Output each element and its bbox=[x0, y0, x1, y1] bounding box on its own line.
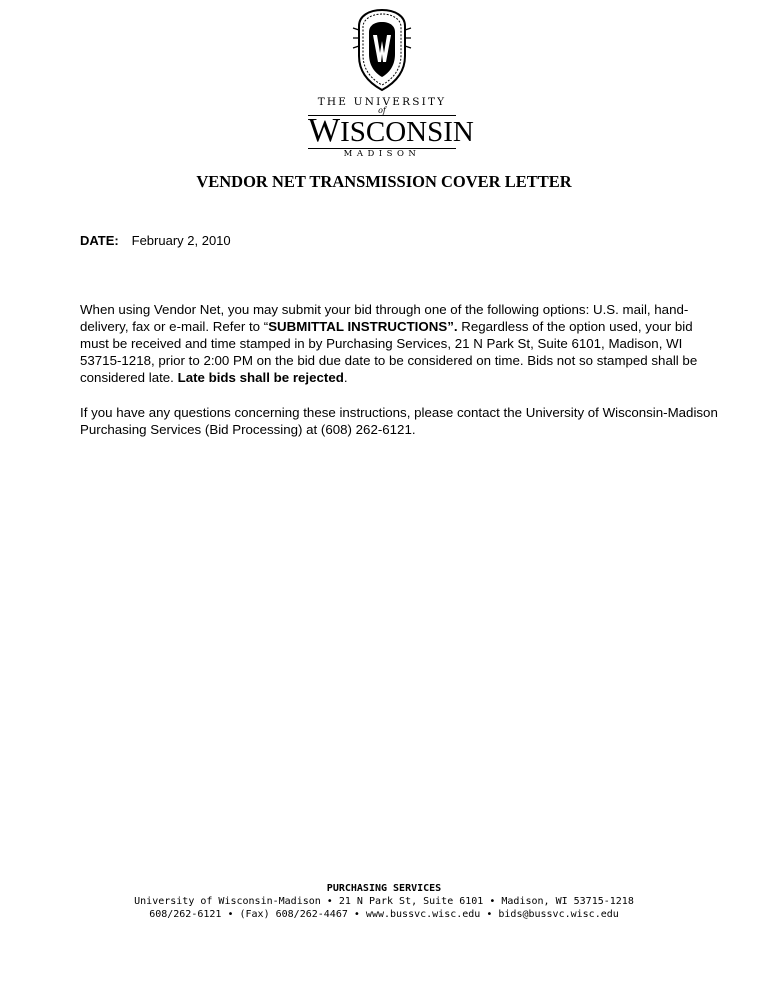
logo-line-top: THE UNIVERSITY bbox=[317, 96, 447, 108]
contact-paragraph: If you have any questions concerning these instructions, please contact the University of Wisconsin-Madison Purchasing Services (Bid Processing) at (608) 262-6121. bbox=[80, 405, 718, 437]
p1-text-3: . bbox=[343, 370, 348, 385]
submittal-instructions-ref: SUBMITTAL INSTRUCTIONS”. bbox=[268, 319, 458, 334]
university-logo bbox=[308, 8, 474, 160]
p1-text-2: Regardless of the option used, your bid must be received and time stamped in by Purchasing Services, 21 N Park St, Suite 6101, Madison, WI 53715-1218, prior to 2:00 PM on the bid due date to be considered on time. Bids not so stamped shall be considered late. bbox=[80, 319, 698, 385]
submission-paragraph bbox=[80, 301, 720, 386]
logo-main-initial: W bbox=[308, 112, 341, 149]
date-row bbox=[80, 233, 231, 248]
date-value: February 2, 2010 bbox=[131, 233, 231, 248]
late-bids-warning: Late bids shall be rejected bbox=[177, 370, 344, 385]
footer bbox=[0, 882, 768, 921]
logo-line-of: of bbox=[378, 106, 386, 115]
logo-line-main bbox=[308, 112, 474, 149]
footer-contact: 608/262-6121 • (Fax) 608/262-4467 • www.bussvc.wisc.edu • bids@bussvc.wisc.edu bbox=[149, 909, 619, 920]
footer-title: PURCHASING SERVICES bbox=[326, 883, 442, 894]
crest-icon bbox=[347, 8, 417, 92]
logo-main-rest: ISCONSIN bbox=[340, 116, 474, 148]
date-label: DATE: bbox=[80, 233, 119, 248]
logo-line-bottom: MADISON bbox=[343, 149, 421, 159]
footer-address: University of Wisconsin-Madison • 21 N Park St, Suite 6101 • Madison, WI 53715-1218 bbox=[134, 896, 634, 907]
document-title: VENDOR NET TRANSMISSION COVER LETTER bbox=[196, 172, 572, 191]
p1-text-1: When using Vendor Net, you may submit your bid through one of the following options: U.S. mail, hand-delivery, fax or e-mail. Refer to “ bbox=[80, 302, 689, 334]
